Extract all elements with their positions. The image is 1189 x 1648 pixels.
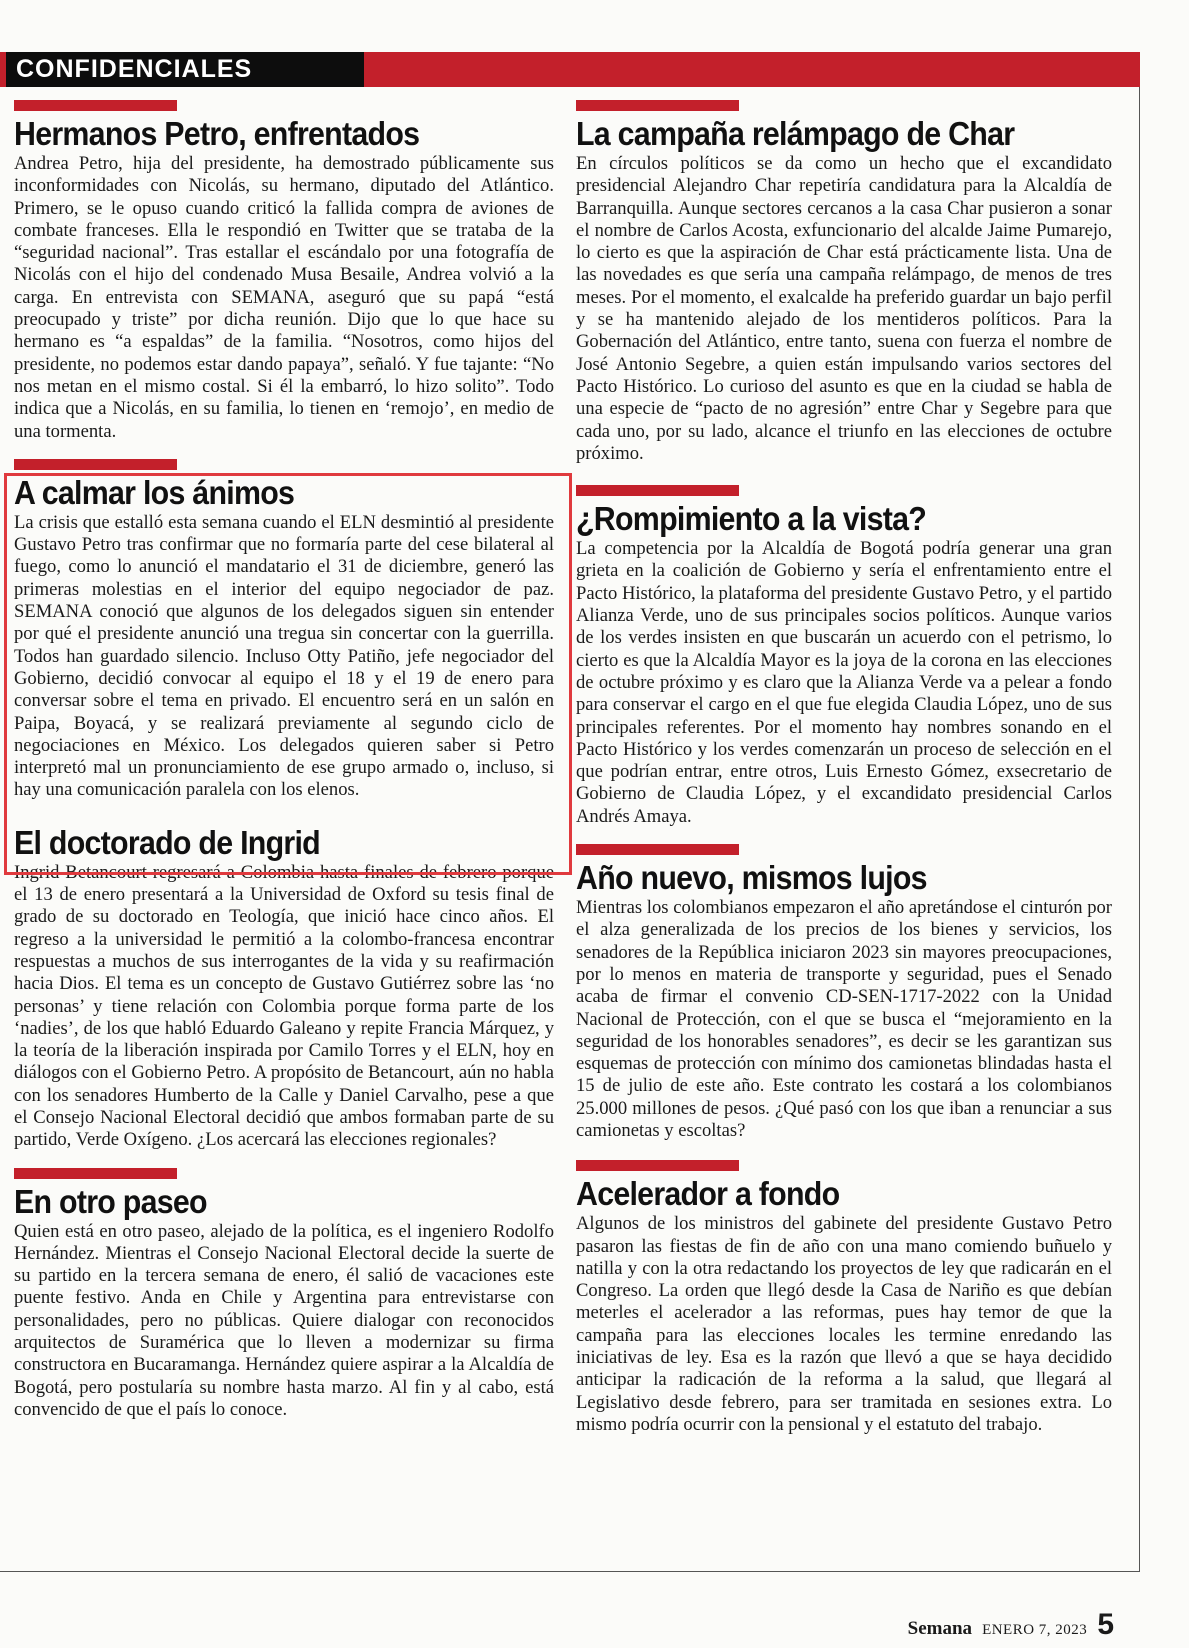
issue-date: ENERO 7, 2023 (982, 1622, 1088, 1638)
page-footer (908, 1608, 1114, 1642)
article-headline: A calmar los ánimos (14, 473, 295, 511)
article-headline: Hermanos Petro, enfrentados (14, 115, 420, 152)
section-label: CONFIDENCIALES (6, 52, 364, 87)
article-doctorado-ingrid (14, 824, 554, 1152)
article-rule (576, 485, 739, 496)
article-rule (576, 100, 739, 111)
article-headline: El doctorado de Ingrid (14, 823, 320, 861)
article-body: La competencia por la Alcaldía de Bogotá podría generar una gran grieta en la coalición de Gobierno y sería el enfrentamiento entre el Pacto Histórico, la plataforma del presidente Gustavo Petro, y el partido Alianza Verde, uno de sus principales socios políticos. Aunque varios de los verdes insisten en que buscarán un acuerdo con el petrismo, lo cierto es que la Alcaldía Mayor es la joya de la corona en las elecciones de octubre próximo y es claro que la Alianza Verde va a pelear a fondo para conservar el cargo en el que fue elegida Claudia López, uno de sus principales referentes. Por el momento hay nombres sonando en el Pacto Histórico y los verdes comenzarán un proceso de selección en el que podrían entrar, entre otros, Luis Ernesto Gómez, exsecretario de Gobierno de Claudia López, y el excandidato presidencial Carlos Andrés Amaya. (576, 538, 1112, 827)
article-rule (576, 844, 739, 855)
article-headline: Año nuevo, mismos lujos (576, 859, 927, 897)
article-body: Andrea Petro, hija del presidente, ha demostrado públicamente sus inconformidades con Nicolás, su hermano, diputado del Atlántico. Primero, se le opuso cuando criticó la fallida compra de aviones de combate franceses. Ella le respondió en Twitter que se trataba de la “seguridad nacional”. Tras estallar el escándalo por una fotografía de Nicolás con el hijo del condenado Musa Besaile, Andrea volvió a la carga. En entrevista con SEMANA, aseguró que su papá “está preocupado y triste” por dicha reunión. Dijo que lo que hace su hermano es “a espaldas” de la familia. “Nosotros, como hijos del presidente, no podemos estar dando papaya”, señaló. Y fue tajante: “No nos metan en el mismo costal. Si él la embarró, lo hizo solito”. Todo indica que a Nicolás, en su familia, lo tienen en ‘remojo’, en medio de una tormenta. (14, 153, 554, 442)
article-hermanos-petro (14, 100, 554, 443)
left-column (14, 100, 554, 1435)
article-body: Mientras los colombianos empezaron el año apretándose el cinturón por el alza generalizada de los precios de los bienes y servicios, los senadores de la República iniciaron 2023 sin mayores preocupaciones, por lo menos en materia de transporte y seguridad, pues el Senado acaba de firmar el convenio CD-SEN-1717-2022 con la Unidad Nacional de Protección, con el que se busca el “mejoramiento en la seguridad de los honorables senadores”, es decir se les garantizan sus esquemas de protección con mínimo dos camionetas blindadas hasta el 15 de julio de este año. Este contrato les costará a los colombianos 25.000 millones de pesos. ¿Qué pasó con los que iban a renunciar a sus camionetas y escoltas? (576, 897, 1112, 1141)
article-campana-char (576, 100, 1112, 465)
article-rule (14, 459, 177, 470)
article-rule (576, 1160, 739, 1171)
right-column (576, 100, 1112, 1450)
article-acelerador (576, 1160, 1112, 1436)
magazine-name: Semana (907, 1618, 973, 1639)
article-calmar-animos (14, 459, 554, 802)
article-otro-paseo (14, 1168, 554, 1422)
article-headline: En otro paseo (14, 1182, 207, 1220)
article-headline: ¿Rompimiento a la vista? (576, 500, 927, 538)
article-body: Ingrid Betancourt regresará a Colombia hasta finales de febrero porque el 13 de enero presentará a la Universidad de Oxford su tesis final de grado de su doctorado en Teología, que inició hace cinco años. El regreso a la universidad le permitió a la colombo-francesa encontrar respuestas a muchos de sus interrogantes de la vida y su reafirmación hacia Dios. El tema es un concepto de Gustavo Gutiérrez sobre las ‘no personas’ y tiene relación con Colombia porque forma parte de los ‘nadies’, de los que habló Eduardo Galeano y repite Francia Márquez, y la teoría de la liberación inspirada por Camilo Torres y el ELN, hoy en diálogos con el Gobierno Petro. A propósito de Betancourt, aún no habla con los senadores Humberto de la Calle y Daniel Carvalho, pese a que el Consejo Nacional Electoral decidió que ambos formaban parte de su partido, Verde Oxígeno. ¿Los acercará las elecciones regionales? (14, 861, 554, 1151)
article-ano-nuevo (576, 844, 1112, 1142)
article-rule (14, 1168, 177, 1179)
page-number: 5 (1097, 1608, 1114, 1641)
article-body: En círculos políticos se da como un hecho que el excandidato presidencial Alejandro Char repetiría candidatura para la Alcaldía de Barranquilla. Aunque sectores cercanos a la casa Char pusieron a sonar el nombre de Carlos Acosta, exfuncionario del alcalde Jaime Pumarejo, lo cierto es que la aspiración de Char está prácticamente lista. Una de las novedades es que sería una campaña relámpago, de menos de tres meses. Por el momento, el exalcalde ha preferido guardar un bajo perfil y se ha mantenido alejado de los mentideros políticos. Para la Gobernación del Atlántico, entre tanto, suena con fuerza el nombre de José Antonio Segebre, a quien están impulsando varios sectores del Pacto Histórico. Lo curioso del asunto es que en la ciudad se habla de una especie de “pacto de no agresión” entre Char y Segebre para que cada uno, por su lado, alcance el triunfo en las elecciones de octubre próximo. (576, 153, 1112, 464)
article-headline: La campaña relámpago de Char (576, 115, 1015, 152)
article-body: La crisis que estalló esta semana cuando el ELN desmintió al presidente Gustavo Petro tras confirmar que no formaría parte del cese bilateral al fuego, como lo anunció el mandatario el 31 de diciembre, generó las primeras molestias en el interior del equipo negociador de paz. SEMANA conoció que algunos de los delegados siguen sin entender por qué el presidente anunció una tregua sin concertar con la guerrilla. Todos han guardado silencio. Incluso Otty Patiño, jefe negociador del Gobierno, decidió convocar al equipo el 18 y el 19 de enero para conversar sobre el tema en privado. El encuentro será en un salón en Paipa, Boyacá, y se realizará previamente al segundo ciclo de negociaciones en México. Los delegados quieren saber si Petro interpretó mal un pronunciamiento de ese grupo armado o, incluso, si hay una comunicación paralela con los elenos. (14, 511, 554, 801)
article-rule (14, 100, 177, 111)
article-rompimiento (576, 485, 1112, 828)
article-headline: Acelerador a fondo (576, 1175, 840, 1213)
article-body: Quien está en otro paseo, alejado de la política, es el ingeniero Rodolfo Hernández. Mientras el Consejo Nacional Electoral decide la suerte de su partido en la tercera semana de enero, él salió de vacaciones este puente festivo. Anda en Chile y Argentina para entrevistarse con personalidades, pero no públicas. Quiere dialogar con reconocidos arquitectos de Suramérica que lo lleven a modernizar su firma constructora en Bucaramanga. Hernández quiere aspirar a la Alcaldía de Bogotá, pero postularía su nombre hasta marzo. Al fin y al cabo, está convencido de que el país lo conoce. (14, 1220, 554, 1420)
article-body: Algunos de los ministros del gabinete del presidente Gustavo Petro pasaron las fiestas de fin de año con una mano comiendo buñuelo y natilla y con la otra redactando los proyectos de ley que radicarán en el Congreso. La orden que llegó desde la Casa de Nariño es que debían meterles el acelerador a las reformas, pues hay temor de que la campaña para las elecciones locales les termine enredando las iniciativas de ley. Esa es la razón que llevó a que se haya decidido anticipar la radicación de la reforma a la salud, que llegará al Legislativo desde febrero, para ser tramitada en sesiones extra. Lo mismo podría ocurrir con la pensional y el estatuto del trabajo. (576, 1213, 1112, 1435)
